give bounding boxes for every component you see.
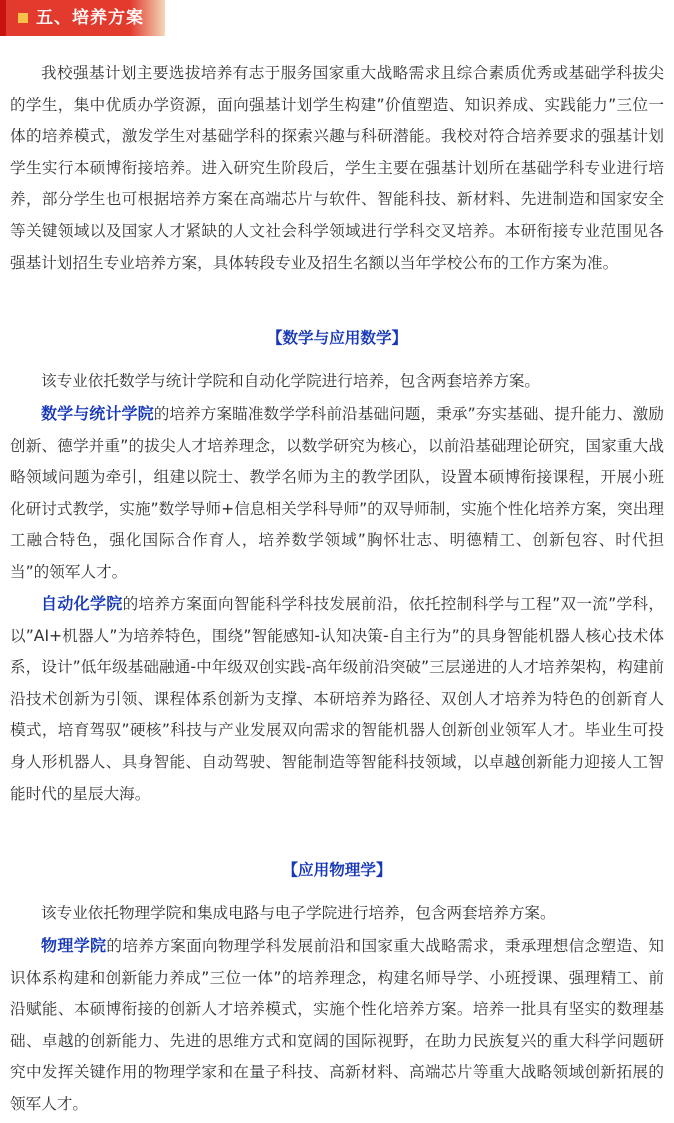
physics-paragraph-1 bbox=[10, 930, 664, 1121]
math-paragraph-1 bbox=[10, 398, 664, 589]
section-title: 五、培养方案 bbox=[36, 8, 144, 28]
physics-paragraph-1-text: 的培养方案面向物理学科发展前沿和国家重大战略需求，秉承理想信念塑造、知识体系构建和创新能力养成”三位一体”的培养理念，构建名师导学、小班授课、强理精工、前沿赋能、本硕博衔接的创新人才培养模式，实施个性化培养方案。培养一批具有坚实的数理基础、卓越的创新能力、先进的思维方式和宽阔的国际视野，在助力民族复兴的重大科学问题研究中发挥关键作用的物理学家和在量子科技、高新材料、高端芯片等重大战略领域创新拓展的领军人才。 bbox=[10, 937, 664, 1113]
math-paragraph-1-text: 的培养方案瞄准数学学科前沿基础问题，秉承”夯实基础、提升能力、激励创新、德学并重”的拔尖人才培养理念，以数学研究为核心，以前沿基础理论研究，国家重大战略领域问题为牵引，组建以院士、教学名师为主的教学团队，设置本硕博衔接课程，开展小班化研讨式教学，实施”数学导师+信息相关学科导师”的双导师制，实施个性化培养方案，突出理工融合特色，强化国际合作育人，培养数学领域”胸怀壮志、明德精工、创新包容、时代担当”的领军人才。 bbox=[10, 405, 664, 581]
school-name-physics: 物理学院 bbox=[41, 936, 107, 955]
school-name-automation: 自动化学院 bbox=[41, 594, 123, 613]
school-name-math-stats: 数学与统计学院 bbox=[41, 404, 154, 423]
physics-lead: 该专业依托物理学院和集成电路与电子学院进行培养，包含两套培养方案。 bbox=[41, 904, 556, 922]
bullet-square-icon bbox=[18, 13, 28, 23]
math-heading: 【数学与应用数学】 bbox=[266, 329, 408, 347]
section-header bbox=[0, 0, 165, 36]
intro-paragraph: 我校强基计划主要选拔培养有志于服务国家重大战略需求且综合素质优秀或基础学科拔尖的学生，集中优质办学资源，面向强基计划学生构建”价值塑造、知识养成、实践能力”三位一体的培养模式，激发学生对基础学科的探索兴趣与科研潜能。我校对符合培养要求的强基计划学生实行本硕博衔接培养。进入研究生阶段后，学生主要在强基计划所在基础学科专业进行培养，部分学生也可根据培养方案在高端芯片与软件、智能科技、新材料、先进制造和国家安全等关键领域以及国家人才紧缺的人文社会科学领域进行学科交叉培养。本研衔接专业范围见各强基计划招生专业培养方案，具体转段专业及招生名额以当年学校公布的工作方案为准。 bbox=[10, 64, 664, 272]
math-paragraph-2 bbox=[10, 588, 664, 810]
physics-heading: 【应用物理学】 bbox=[282, 861, 392, 879]
math-lead: 该专业依托数学与统计学院和自动化学院进行培养，包含两套培养方案。 bbox=[41, 372, 541, 390]
math-paragraph-2-text: 的培养方案面向智能科学科技发展前沿，依托控制科学与工程”双一流”学科，以”AI+机器人”为培养特色，围绕”智能感知-认知决策-自主行为”的具身智能机器人核心技术体系，设计”低年级基础融通-中年级双创实践-高年级前沿突破”三层递进的人才培养架构，构建前沿技术创新为引领、课程体系创新为支撑、本研培养为路径、双创人才培养为特色的创新育人模式，培育驾驭”硬核”科技与产业发展双向需求的智能机器人创新创业领军人才。毕业生可投身人形机器人、具身智能、自动驾驶、智能制造等智能科技领域，以卓越创新能力迎接人工智能时代的星辰大海。 bbox=[10, 595, 664, 803]
